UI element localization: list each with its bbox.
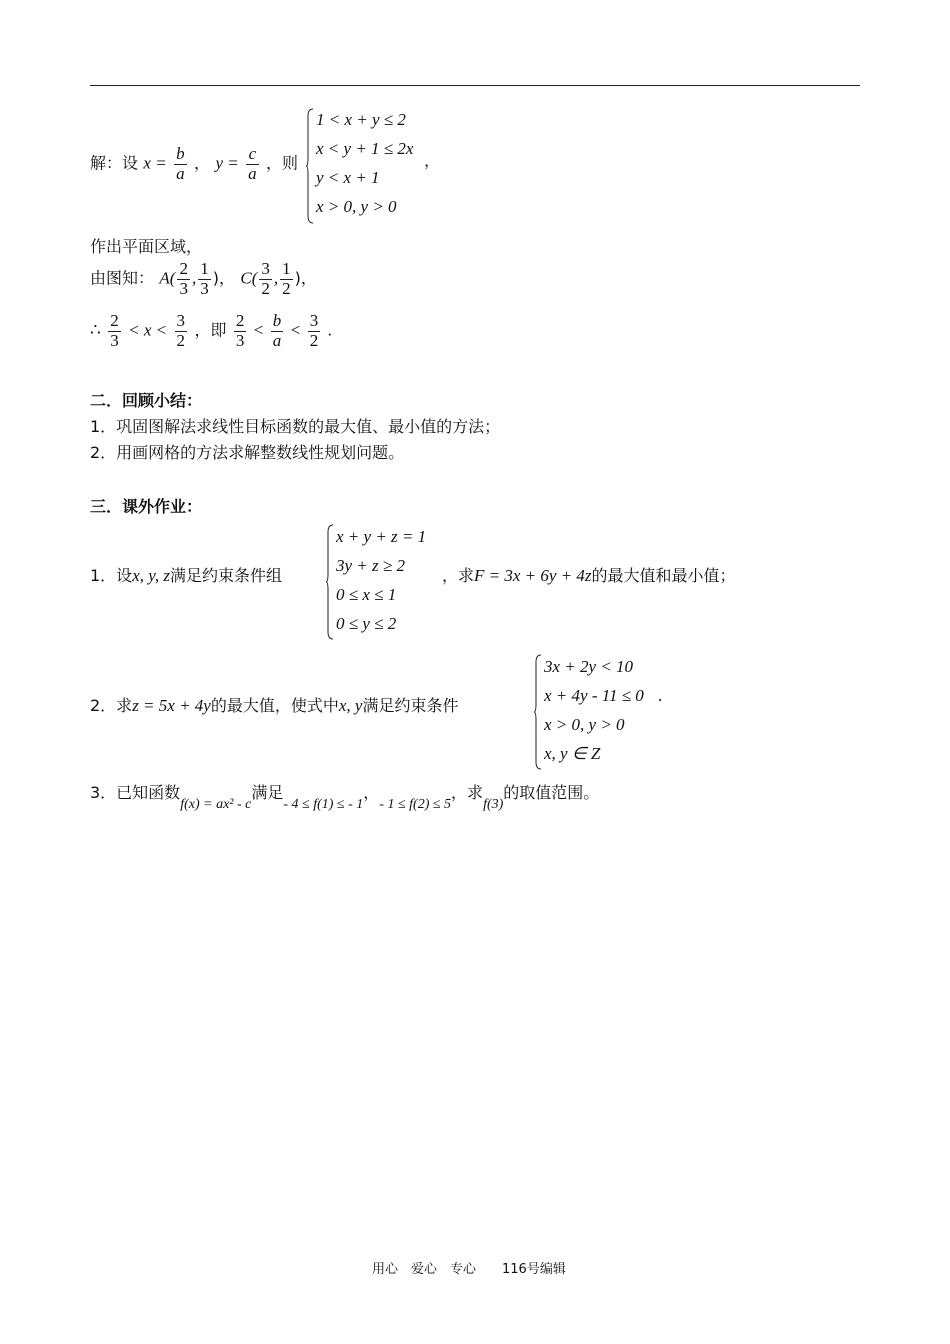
header-rule xyxy=(90,85,860,86)
q2-objective: z = 5x + 4y xyxy=(132,696,211,715)
q1-objective: F = 3x + 6y + 4z xyxy=(474,566,592,585)
y-def-fraction: $\frac{c}{a}$ xyxy=(248,144,257,183)
summary-item: 1．巩固图解法求线性目标函数的最大值、最小值的方法； xyxy=(90,417,501,436)
solution-prefix: 解：设 xyxy=(90,153,139,173)
system-row: x + 4y - 11 ≤ 0 xyxy=(544,686,644,705)
system-row: 3y + z ≥ 2 xyxy=(336,556,405,575)
q3-function: f(x) = ax² - c xyxy=(180,797,252,812)
homework-heading: 三．课外作业： xyxy=(90,497,203,516)
from-graph-line: 由图知： A( $\frac{2}{3}$ , $\frac{1}{3}$ )， C( $\frac{3}{2}$ , $\frac{1}{2}$ )， xyxy=(90,259,317,298)
system-row: x > 0, y > 0 xyxy=(316,197,397,216)
plot-region-text: 作出平面区域， xyxy=(90,237,203,256)
x-def-fraction: $\frac{b}{a}$ xyxy=(176,144,185,183)
homework-q3: 3．已知函数$_{f(x) = ax^2 - c}$满足$_{- 4 \le f(1) \le - 1}$，$_{- 1 \le f(2) \le 5}$，求$_{f(3)}$的取值范围。 xyxy=(90,783,600,812)
system-row: 1 < x + y ≤ 2 xyxy=(316,110,406,129)
therefore-line: ∴ $\frac{2}{3}$ < x < $\frac{3}{2}$ ，即 $\frac{2}{3}$ < $\frac{b}{a}$ < $\frac{3}{2}$ . xyxy=(90,311,332,350)
q3-condition-2: - 1 ≤ f(2) ≤ 5 xyxy=(379,797,452,812)
system-row: 0 ≤ x ≤ 1 xyxy=(336,585,397,604)
q3-target: f(3) xyxy=(483,797,504,812)
homework-q2: 2．求z = 5x + 4y的最大值，使式中x, y满足约束条件 xyxy=(90,696,459,715)
page-footer: 用心 爱心 专心 116号编辑 xyxy=(372,1262,566,1277)
point-c-label: C( xyxy=(240,268,258,288)
solution-system: 1 < x + y ≤ 2 x < y + 1 ≤ 2x y < x + 1 x > 0, y > 0 ， xyxy=(306,108,446,224)
system-row: x + y + z = 1 xyxy=(336,527,427,546)
q3-condition-1: - 4 ≤ f(1) ≤ - 1 xyxy=(283,797,364,812)
solution-def-line: 解：设 x = $\frac{b}{a}$ ， y = $\frac{c}{a}$ ，则 xyxy=(90,144,299,183)
system-row: x, y ∈ Z xyxy=(544,744,601,763)
system-row: 0 ≤ y ≤ 2 xyxy=(336,614,397,633)
summary-item: 2．用画网格的方法求解整数线性规划问题。 xyxy=(90,443,405,462)
x-def-lhs: x = xyxy=(143,153,167,173)
homework-q1: 1．设x, y, z满足约束条件组 xyxy=(90,566,282,585)
point-a-label: A( xyxy=(159,268,176,288)
system-row: 3x + 2y < 10 xyxy=(544,657,634,676)
y-def-lhs: y = xyxy=(215,153,239,173)
q1-vars: x, y, z xyxy=(132,566,170,585)
left-brace xyxy=(306,108,314,224)
system-row: y < x + 1 xyxy=(316,168,380,187)
system-row: x > 0, y > 0 xyxy=(544,715,625,734)
homework-q1-tail: ，求F = 3x + 6y + 4z的最大值和最小值； xyxy=(442,566,736,585)
q2-system: 3x + 2y < 10 x + 4y - 11 ≤ 0 x > 0, y > 0 x, y ∈ Z . xyxy=(534,654,674,770)
q1-system xyxy=(326,524,436,640)
summary-heading: 二．回顾小结： xyxy=(90,391,203,410)
system-row: x < y + 1 ≤ 2x xyxy=(316,139,414,158)
left-brace xyxy=(326,524,334,640)
left-brace xyxy=(534,654,542,770)
therefore-symbol: ∴ xyxy=(90,320,101,340)
